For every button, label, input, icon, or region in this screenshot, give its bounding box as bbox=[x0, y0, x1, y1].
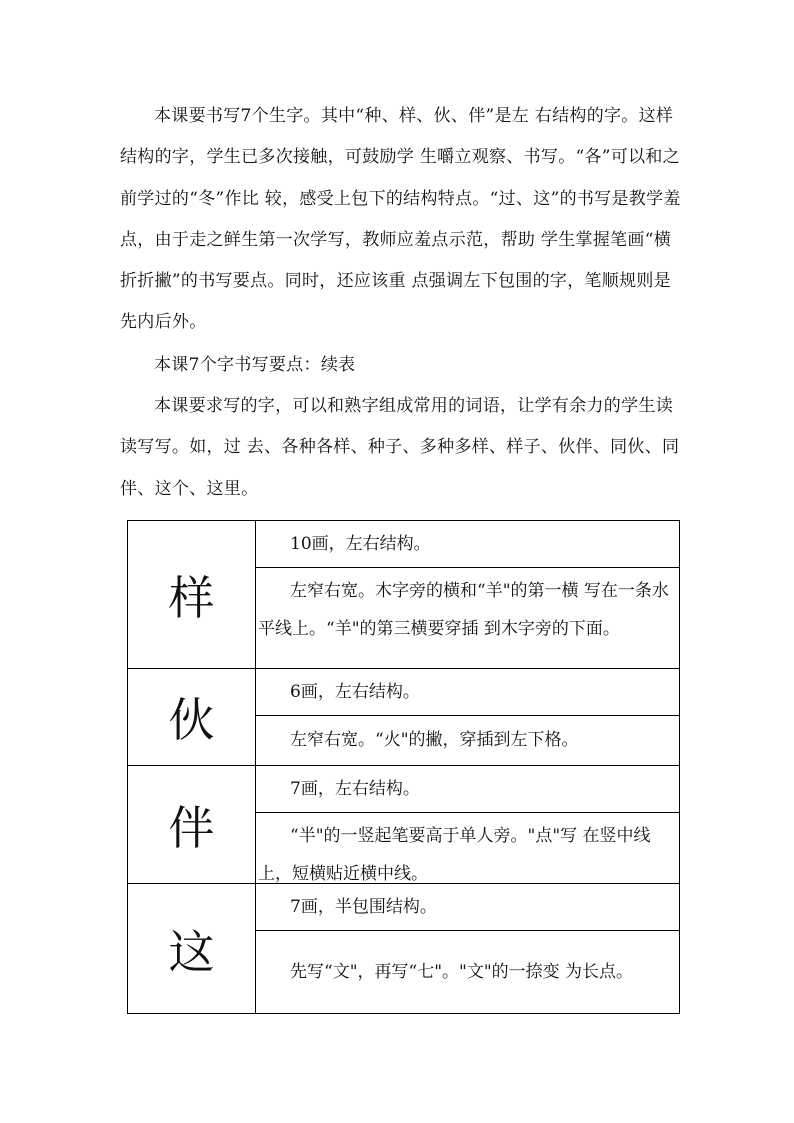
character-cell: 伴 bbox=[128, 766, 256, 884]
writing-tip: “半"的一竖起笔要高于单人旁。"点"写 在竖中线上，短横贴近横中线。 bbox=[258, 826, 651, 883]
stroke-count: 7画，半包围结构。 bbox=[290, 897, 437, 917]
stroke-count: 10画，左右结构。 bbox=[290, 534, 431, 554]
table-row bbox=[128, 669, 680, 716]
character-cell: 伙 bbox=[128, 669, 256, 766]
section-heading: 本课7个字书写要点：续表 bbox=[154, 355, 356, 375]
table-row bbox=[128, 521, 680, 568]
words-paragraph: 本课要求写的字，可以和熟字组成常用的词语，让学有余力的学生读读写写。如，过 去、各种各样、种子、多种多样、样子、伙伴、同伙、同伴、这个、这里。 bbox=[120, 396, 680, 499]
writing-tip: 左窄右宽。木字旁的横和“羊"的第一横 写在一条水平线上。“羊"的第三横要穿插 到木字旁的下面。 bbox=[258, 581, 669, 639]
character-cell: 样 bbox=[128, 521, 256, 669]
stroke-count: 6画，左右结构。 bbox=[290, 682, 420, 702]
character-cell: 这 bbox=[128, 884, 256, 1014]
writing-tip: 先写“文"，再写“七"。"文"的一捺变 为长点。 bbox=[290, 962, 634, 982]
table-row bbox=[128, 884, 680, 931]
stroke-count: 7画，左右结构。 bbox=[290, 779, 420, 799]
writing-tip: 左窄右宽。“火"的撇，穿插到左下格。 bbox=[290, 730, 579, 751]
character-table bbox=[127, 520, 680, 1014]
table-row bbox=[128, 766, 680, 813]
intro-paragraph: 本课要书写7个生字。其中“种、样、伙、伴”是左 右结构的字。这样结构的字，学生已多次接触，可鼓励学 生嚼立观察、书写。“各”可以和之前学过的“冬”作比 较，感受上包下的结构特点。“过、这”的书写是教学羞 点，由于走之鲜生第一次学写，教师应羞点示范，帮助 学生掌握笔画“横折折撇”的书写要点。同时，还应该重 点强调左下包围的字，笔顺规则是先内后外。 bbox=[120, 106, 681, 333]
